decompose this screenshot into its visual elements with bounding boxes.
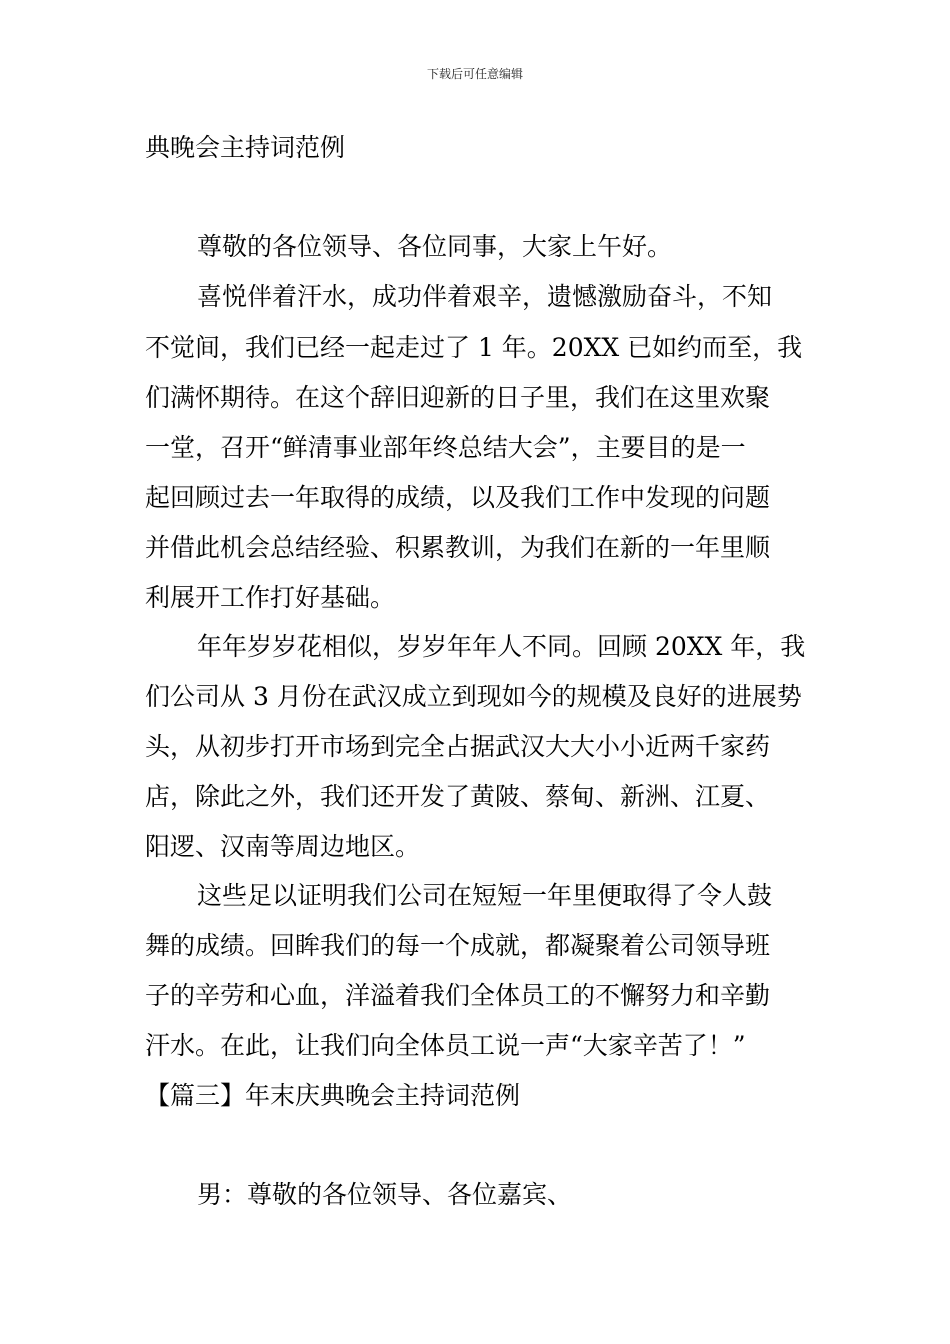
paragraph-line: 们公司从 3 月份在武汉成立到现如今的规模及良好的进展势 — [145, 682, 802, 711]
paragraph-line: 舞的成绩。回眸我们的每一个成就，都凝聚着公司领导班 — [145, 931, 771, 960]
paragraph-line: 喜悦伴着汗水，成功伴着艰辛，遗憾激励奋斗，不知 — [197, 282, 773, 311]
paragraph-line: 起回顾过去一年取得的成绩，以及我们工作中发现的问题 — [145, 483, 771, 512]
paragraph-line: 不觉间，我们已经一起走过了 1 年。20XX 已如约而至，我 — [145, 333, 803, 362]
paragraph-line: 店，除此之外，我们还开发了黄陂、蔡甸、新洲、江夏、 — [145, 782, 771, 811]
paragraph-line: 这些足以证明我们公司在短短一年里便取得了令人鼓 — [197, 881, 773, 910]
paragraph-line: 年年岁岁花相似，岁岁年年人不同。回顾 20XX 年，我 — [197, 632, 806, 661]
paragraph-line: 利展开工作打好基础。 — [145, 583, 396, 612]
section-title-partial: 典晚会主持词范例 — [145, 133, 346, 162]
paragraph-line: 头，从初步打开市场到完全占据武汉大大小小近两千家药 — [145, 732, 771, 761]
paragraph-line: 并借此机会总结经验、积累教训，为我们在新的一年里顺 — [145, 533, 771, 562]
page-header-note: 下载后可任意编辑 — [426, 67, 523, 81]
paragraph-line: 一堂，召开“鲜清事业部年终总结大会”，主要目的是一 — [145, 433, 746, 462]
paragraph-line: 们满怀期待。在这个辞旧迎新的日子里，我们在这里欢聚 — [145, 383, 771, 412]
paragraph-line: 汗水。在此，让我们向全体员工说一声“大家辛苦了！” — [145, 1031, 746, 1060]
paragraph-line: 男：尊敬的各位领导、各位嘉宾、 — [197, 1180, 573, 1209]
paragraph-line: 子的辛劳和心血，洋溢着我们全体员工的不懈努力和辛勤 — [145, 981, 771, 1010]
greeting-line: 尊敬的各位领导、各位同事，大家上午好。 — [197, 232, 673, 261]
section-heading: 【篇三】年末庆典晚会主持词范例 — [145, 1081, 521, 1110]
paragraph-line: 阳逻、汉南等周边地区。 — [145, 832, 421, 861]
